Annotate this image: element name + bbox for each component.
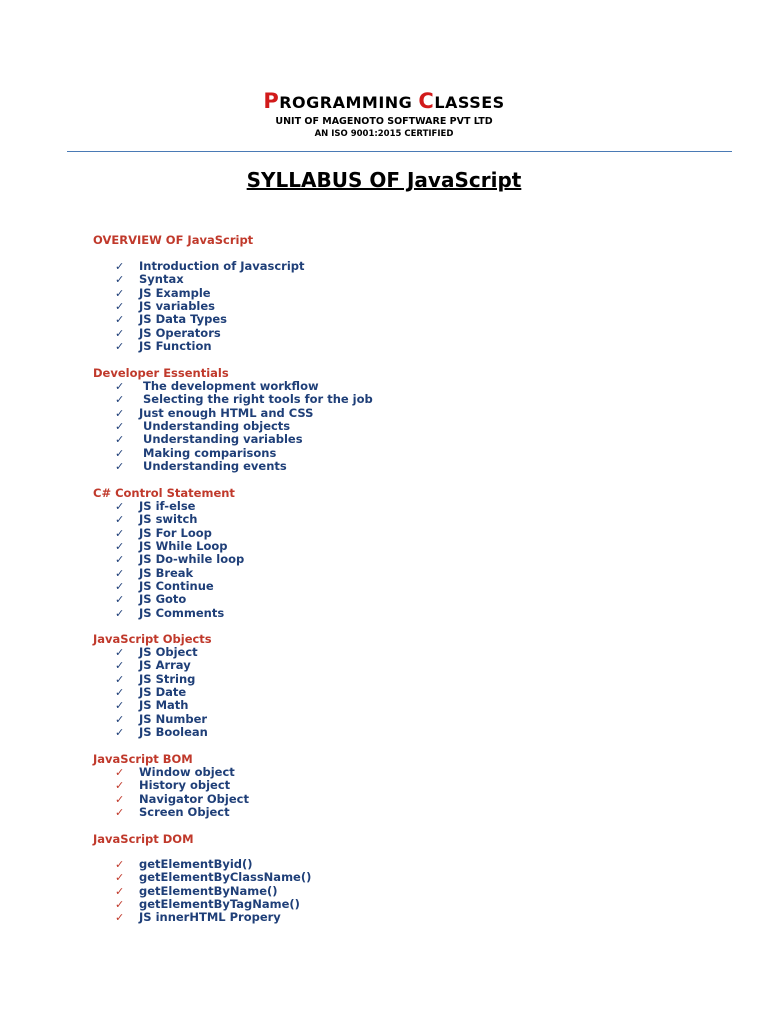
brand-text-2: LASSES (434, 93, 505, 112)
list-item (0, 793, 700, 806)
checkmark-icon: ✓ (115, 898, 125, 912)
list-item-label: Understanding events (139, 459, 287, 474)
list-item-label: JS Math (139, 698, 189, 713)
list-item (0, 673, 700, 686)
certification-subtitle: AN ISO 9001:2015 CERTIFIED (314, 129, 454, 139)
section-title: JavaScript Objects (93, 632, 212, 646)
checkmark-icon: ✓ (115, 513, 125, 527)
list-item-label: Screen Object (139, 805, 230, 820)
list-item (0, 460, 700, 473)
checkmark-icon: ✓ (115, 393, 125, 407)
list-item-label: Window object (139, 765, 235, 779)
checkmark-icon: ✓ (115, 300, 125, 314)
list-item (0, 553, 700, 566)
list-item (0, 713, 700, 726)
checkmark-icon: ✓ (115, 806, 125, 820)
list-item (0, 646, 700, 659)
checkmark-icon: ✓ (115, 580, 125, 594)
checkmark-icon: ✓ (115, 792, 125, 806)
list-item-label: Selecting the right tools for the job (139, 392, 373, 407)
list-item-label: JS Data Types (139, 312, 227, 327)
list-item (0, 580, 700, 593)
checkmark-icon: ✓ (115, 712, 125, 726)
checkmark-icon: ✓ (115, 646, 125, 659)
list-item-label: JS Array (139, 658, 191, 673)
checkmark-icon: ✓ (115, 911, 125, 925)
checkmark-icon: ✓ (115, 286, 125, 300)
document-header (0, 88, 768, 140)
checkmark-icon: ✓ (115, 313, 125, 327)
list-item (0, 659, 700, 672)
checkmark-icon: ✓ (115, 460, 125, 474)
list-item (0, 911, 700, 924)
list-item-label: JS variables (139, 299, 216, 314)
list-item (0, 313, 700, 326)
checkmark-icon: ✓ (115, 779, 125, 793)
list-item-label: JS Function (139, 339, 212, 354)
section-title: JavaScript DOM (93, 832, 194, 846)
checkmark-icon: ✓ (115, 326, 125, 340)
brand-text-1: ROGRAMMING (279, 93, 419, 112)
list-item-label: JS Object (139, 645, 198, 659)
checkmark-icon: ✓ (115, 766, 125, 779)
list-item-label: JS Continue (139, 579, 214, 594)
list-item (0, 513, 700, 526)
list-item-label: JS innerHTML Propery (139, 910, 281, 925)
list-item-label: Syntax (139, 272, 184, 287)
checkmark-icon: ✓ (115, 446, 125, 460)
list-item-label: Just enough HTML and CSS (139, 405, 314, 420)
company-subtitle: UNIT OF MAGENOTO SOFTWARE PVT LTD (275, 116, 493, 127)
list-item-label: JS if-else (139, 499, 196, 513)
checkmark-icon: ✓ (115, 420, 125, 434)
list-item (0, 327, 700, 340)
list-item (0, 433, 700, 446)
list-item-label: The development workflow (139, 379, 319, 393)
section-title: Developer Essentials (93, 366, 229, 380)
checkmark-icon: ✓ (115, 726, 125, 740)
list-item (0, 540, 700, 553)
list-item (0, 607, 700, 620)
brand-cap-c: C (418, 89, 435, 113)
checkmark-icon: ✓ (115, 566, 125, 580)
list-item-label: JS Comments (139, 605, 225, 620)
list-item (0, 500, 700, 513)
list-item (0, 726, 700, 739)
list-item (0, 447, 700, 460)
checkmark-icon: ✓ (115, 593, 125, 607)
list-item (0, 380, 700, 393)
list-item (0, 393, 700, 406)
list-item-label: JS Date (139, 685, 187, 700)
checkmark-icon: ✓ (115, 260, 125, 273)
list-item (0, 871, 700, 884)
checkmark-icon: ✓ (115, 699, 125, 713)
checkmark-icon: ✓ (115, 540, 125, 554)
list-item-label: JS Break (139, 565, 194, 580)
list-item (0, 340, 700, 353)
list-item (0, 699, 700, 712)
list-item-label: Introduction of Javascript (139, 259, 305, 273)
list-item (0, 686, 700, 699)
checkmark-icon: ✓ (115, 606, 125, 620)
list-item-label: History object (139, 778, 231, 793)
list-item (0, 407, 700, 420)
section-title: C# Control Statement (93, 486, 235, 500)
list-item (0, 858, 700, 871)
list-item-label: getElementByName() (139, 883, 278, 898)
checkmark-icon: ✓ (115, 659, 125, 673)
list-item-label: Making comparisons (139, 445, 277, 460)
list-item-label: JS Number (139, 711, 208, 726)
list-item-label: JS Goto (139, 592, 187, 607)
section-title: OVERVIEW OF JavaScript (93, 233, 254, 247)
checkmark-icon: ✓ (115, 686, 125, 700)
list-item-label: Navigator Object (139, 791, 249, 806)
list-item (0, 567, 700, 580)
checkmark-icon: ✓ (115, 340, 125, 354)
list-item-label: Understanding variables (139, 432, 303, 447)
brand-title (0, 88, 768, 116)
list-item-label: getElementByClassName() (139, 870, 312, 885)
list-item-label: JS Boolean (139, 725, 208, 740)
list-item (0, 420, 700, 433)
list-item-label: JS String (139, 671, 196, 686)
checkmark-icon: ✓ (115, 871, 125, 885)
list-item-label: Understanding objects (139, 419, 291, 434)
checkmark-icon: ✓ (115, 406, 125, 420)
list-item (0, 885, 700, 898)
header-divider (67, 151, 732, 152)
list-item-label: JS For Loop (139, 525, 212, 540)
list-item-label: JS Do-while loop (139, 552, 245, 567)
list-item (0, 806, 700, 819)
list-item (0, 287, 700, 300)
list-item-label: JS While Loop (139, 539, 228, 554)
list-item-label: JS Operators (139, 325, 221, 340)
page-title: SYLLABUS OF JavaScript (246, 168, 522, 192)
checkmark-icon: ✓ (115, 884, 125, 898)
checkmark-icon: ✓ (115, 526, 125, 540)
list-item (0, 766, 700, 779)
list-item-label: getElementByTagName() (139, 897, 300, 912)
checkmark-icon: ✓ (115, 380, 125, 393)
checkmark-icon: ✓ (115, 858, 125, 871)
checkmark-icon: ✓ (115, 672, 125, 686)
list-item (0, 273, 700, 286)
section-title: JavaScript BOM (93, 752, 193, 766)
list-item (0, 779, 700, 792)
checkmark-icon: ✓ (115, 500, 125, 513)
list-item-label: JS switch (139, 512, 198, 527)
list-item (0, 593, 700, 606)
checkmark-icon: ✓ (115, 433, 125, 447)
checkmark-icon: ✓ (115, 553, 125, 567)
list-item (0, 300, 700, 313)
checkmark-icon: ✓ (115, 273, 125, 287)
list-item-label: JS Example (139, 285, 211, 300)
brand-cap-p: P (263, 89, 280, 113)
list-item-label: getElementByid() (139, 857, 253, 871)
list-item (0, 898, 700, 911)
list-item (0, 527, 700, 540)
list-item (0, 260, 700, 273)
